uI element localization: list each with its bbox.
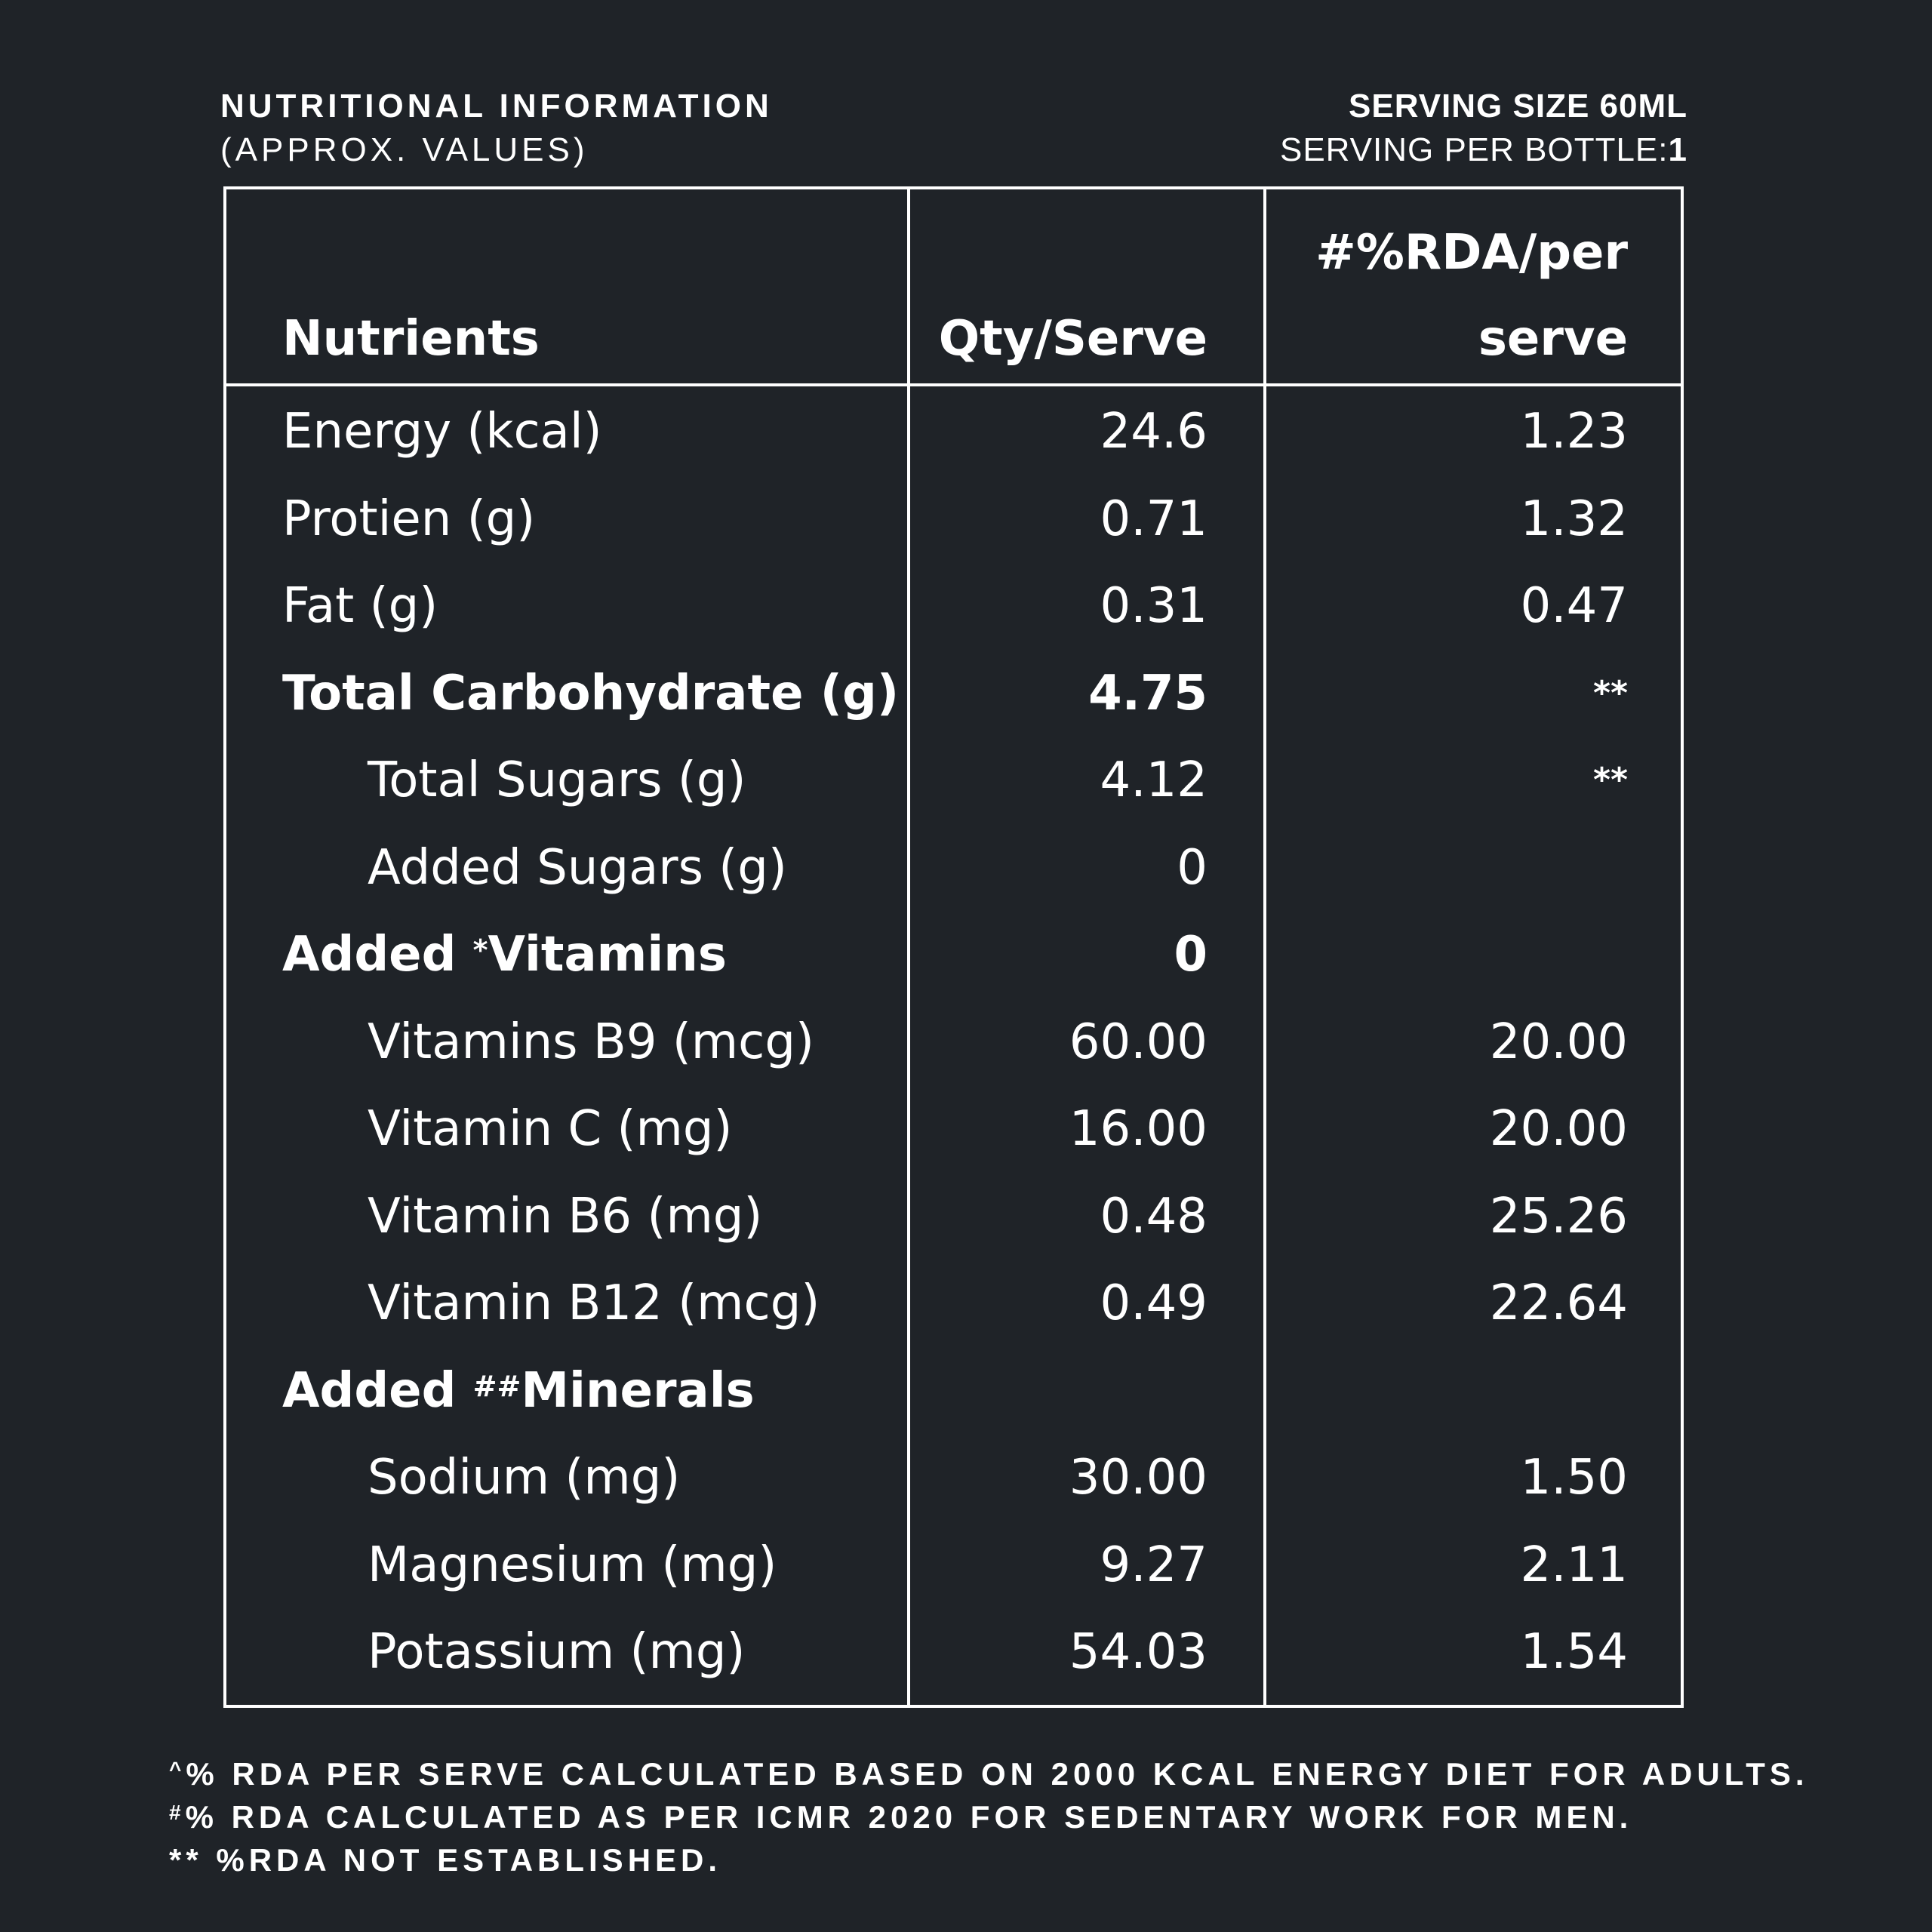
footnote-1 (169, 1752, 1809, 1795)
nutrient-rda: 1.50 (1520, 1450, 1628, 1506)
nutrient-name: Vitamin B6 (mg) (368, 1189, 763, 1244)
nutrient-name-marker: ## (472, 1370, 521, 1403)
nutrient-name: Vitamin C (mg) (368, 1101, 733, 1157)
serving-per-bottle-label: SERVING PER BOTTLE: (1279, 131, 1669, 168)
nutrient-qty: 30.00 (1069, 1450, 1208, 1506)
nutrient-name: Sodium (mg) (368, 1450, 681, 1506)
nutrient-name-prefix: Added (282, 927, 473, 983)
nutrient-qty: 24.6 (1100, 404, 1208, 460)
nutrient-rda: 0.47 (1520, 578, 1628, 634)
nutrient-rda: 22.64 (1489, 1275, 1628, 1331)
nutrient-name-prefix: Added (282, 1363, 473, 1419)
panel-title: NUTRITIONAL INFORMATION (220, 88, 773, 125)
nutrient-name: Vitamins B9 (mcg) (368, 1014, 814, 1070)
nutrient-qty: 9.27 (1100, 1537, 1208, 1593)
nutrient-name: Added Sugars (g) (368, 840, 787, 896)
nutrition-table (223, 186, 1684, 1708)
nutrient-name: Potassium (mg) (368, 1624, 746, 1680)
nutrient-rda: ** (1592, 761, 1628, 799)
serving-per-bottle (1280, 128, 1687, 172)
nutrient-rda: ** (1592, 674, 1628, 712)
nutrient-rda: 1.23 (1520, 404, 1628, 460)
nutrient-qty: 16.00 (1069, 1101, 1208, 1157)
nutrient-qty: 54.03 (1069, 1624, 1208, 1680)
nutrient-name: Vitamin B12 (mcg) (368, 1275, 820, 1331)
nutrient-qty: 4.75 (1088, 666, 1208, 721)
nutrient-rda: 25.26 (1489, 1189, 1628, 1244)
nutrient-qty: 4.12 (1100, 752, 1208, 808)
nutrient-rda: 1.32 (1520, 491, 1628, 547)
nutrient-qty: 60.00 (1069, 1014, 1208, 1070)
nutrient-name-suffix: Vitamins (488, 927, 727, 983)
nutrient-rda: 2.11 (1520, 1537, 1628, 1593)
column-header-rda-line2: serve (1478, 311, 1628, 367)
header-left (220, 85, 773, 172)
nutrient-qty: 0.48 (1100, 1189, 1208, 1244)
nutrient-qty: 0.31 (1100, 578, 1208, 634)
footnote-2-marker: # (169, 1801, 186, 1824)
column-header-rda-line1: #%RDA/per (1315, 225, 1628, 281)
column-divider-1 (907, 189, 910, 1705)
footnote-1-text: % RDA PER SERVE CALCULATED BASED ON 2000 KCAL ENERGY DIET FOR ADULTS. (186, 1756, 1809, 1792)
serving-size: SERVING SIZE 60ML (1349, 88, 1687, 125)
column-divider-2 (1263, 189, 1266, 1705)
nutrient-name-suffix: Minerals (521, 1363, 755, 1419)
column-header-nutrients: Nutrients (282, 311, 540, 367)
footnote-2 (169, 1795, 1809, 1838)
nutrient-rda: 20.00 (1489, 1101, 1628, 1157)
footnote-3: ** %RDA NOT ESTABLISHED. (169, 1842, 722, 1878)
nutrient-name-marker: * (472, 934, 488, 967)
nutrient-rda: 1.54 (1520, 1624, 1628, 1680)
nutrient-name: Fat (g) (282, 578, 438, 634)
footnote-1-marker: ^ (169, 1758, 186, 1781)
header-divider (226, 383, 1681, 386)
nutrient-name: Protien (g) (282, 491, 536, 547)
nutrient-qty: 0.49 (1100, 1275, 1208, 1331)
nutrient-qty: 0.71 (1100, 491, 1208, 547)
header-right (1280, 85, 1687, 172)
serving-per-bottle-value: 1 (1668, 131, 1687, 168)
nutrient-name: Energy (kcal) (282, 404, 602, 460)
nutrient-rda: 20.00 (1489, 1014, 1628, 1070)
column-header-qty: Qty/Serve (938, 311, 1208, 367)
nutrient-qty: 0 (1177, 840, 1208, 896)
nutrient-name: Total Sugars (g) (368, 752, 746, 808)
nutrient-qty: 0 (1174, 927, 1208, 983)
panel-subtitle: (APPROX. VALUES) (220, 131, 589, 168)
nutrient-name (282, 928, 727, 982)
nutrient-name: Magnesium (mg) (368, 1537, 777, 1593)
nutrient-name (282, 1364, 755, 1418)
footnote-2-text: % RDA CALCULATED AS PER ICMR 2020 FOR SEDENTARY WORK FOR MEN. (185, 1799, 1633, 1835)
nutrient-name: Total Carbohydrate (g) (282, 666, 900, 721)
footnotes (169, 1752, 1809, 1881)
